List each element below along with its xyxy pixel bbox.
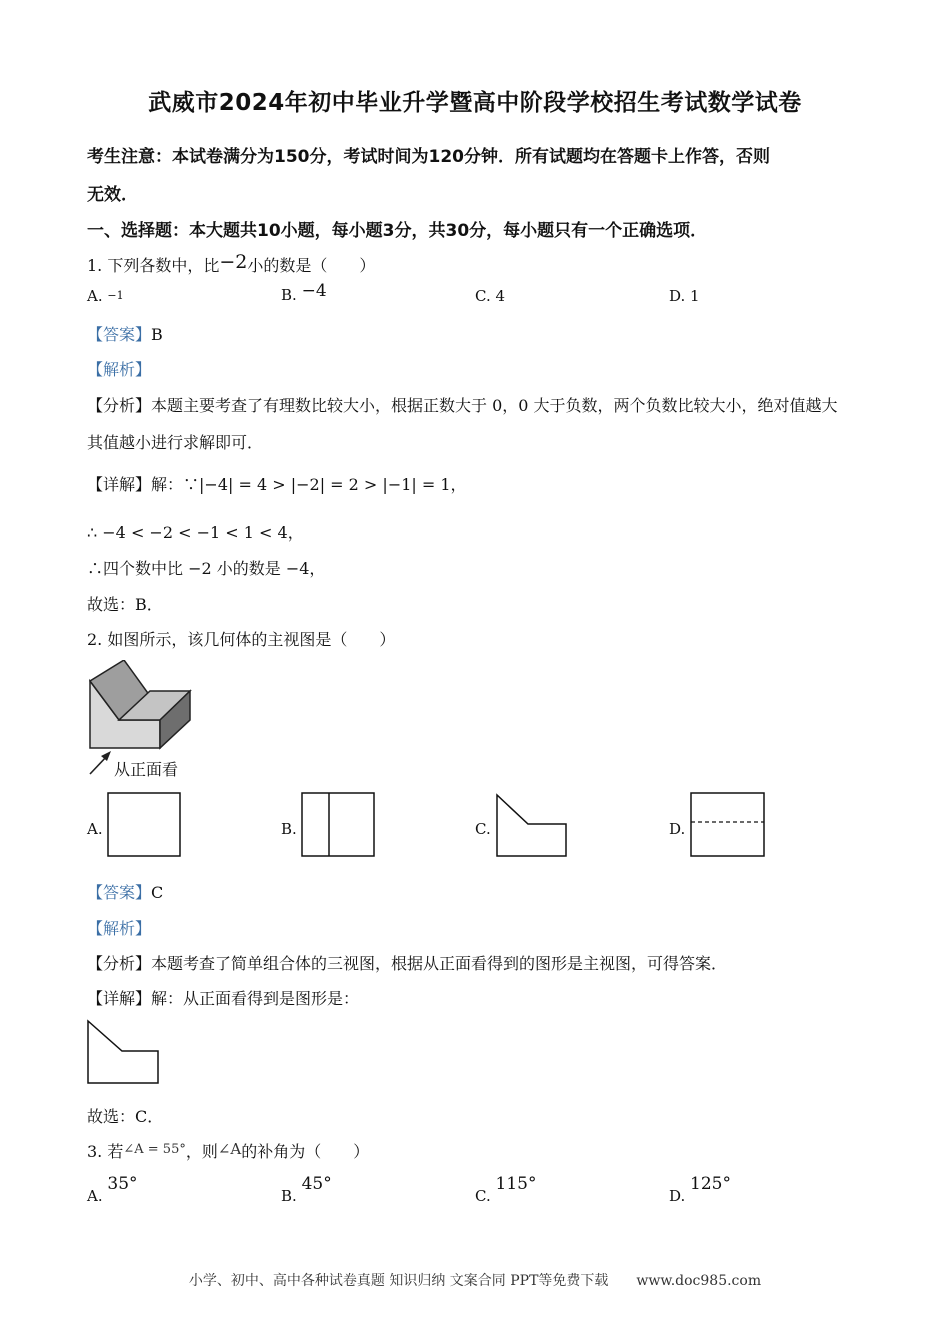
page-footer: 小学、初中、高中各种试卷真题 知识归纳 文案合同 PPT等免费下载 www.doc985.com <box>188 1273 762 1289</box>
q1-option-c[interactable]: C. 4 <box>475 287 506 305</box>
q3-option-c-label: C. <box>475 1187 491 1205</box>
q1-jiexi-tag: 【解析】 <box>87 360 152 379</box>
q3-stem-math: ∠A = 55° <box>123 1142 186 1157</box>
answer-tag: 【答案】 <box>87 325 152 344</box>
q2-answer-value: C <box>151 883 164 902</box>
q1-answer <box>87 322 163 345</box>
q1-fenxi-line-2: 其值越小进行求解即可． <box>87 433 264 452</box>
q2-fenxi-text: 本题考查了简单组合体的三视图，根据从正面看得到的图形是主视图，可得答案． <box>151 954 728 973</box>
q1-fenxi-text-1: 本题主要考查了有理数比较大小，根据正数大于 0，0 大于负数，两个负数比较大小，绝对值越大 <box>151 396 838 415</box>
q3-option-a[interactable] <box>87 1174 138 1206</box>
q3-stem-pre: 3. 若 <box>87 1142 124 1161</box>
q1-answer-value: B <box>151 325 163 344</box>
q2-solution-figure <box>86 1019 162 1087</box>
q2-xiangjie <box>87 986 359 1009</box>
answer-tag: 【答案】 <box>87 883 152 902</box>
q3-option-c-value: 115° <box>495 1174 537 1194</box>
q2-option-d-figure[interactable] <box>690 792 768 858</box>
notice-line-2: 无效． <box>87 185 138 205</box>
q2-option-c-figure[interactable] <box>495 793 571 859</box>
q2-option-b-figure[interactable] <box>301 792 377 858</box>
q2-xiangjie-text: 解：从正面看得到是图形是： <box>151 989 360 1008</box>
q1-stem-post: 小的数是（ ） <box>247 256 376 275</box>
page-title: 武威市2024年初中毕业升学暨高中阶段学校招生考试数学试卷 <box>148 90 802 116</box>
q1-option-a[interactable] <box>87 287 124 305</box>
q1-xiangjie-line-3: ∴四个数中比 −2 小的数是 −4， <box>87 559 326 578</box>
q1-xiangjie-line-2: ∴ −4 < −2 < −1 < 1 < 4， <box>87 523 304 542</box>
q3-stem-post: 的补角为（ ） <box>241 1142 370 1161</box>
q2-fenxi <box>87 951 727 974</box>
q3-option-d[interactable] <box>669 1174 731 1206</box>
q2-option-d-label[interactable]: D. <box>669 820 686 838</box>
q3-option-b-label: B. <box>281 1187 297 1205</box>
q2-stem: 2. 如图所示，该几何体的主视图是（ ） <box>87 630 396 649</box>
q2-choose: 故选：C． <box>87 1107 164 1126</box>
q1-stem-math: −2 <box>219 251 248 273</box>
view-label: 从正面看 <box>114 760 179 779</box>
q3-stem-mid: ，则 <box>185 1142 218 1161</box>
fenxi-tag: 【分析】 <box>87 396 152 415</box>
q3-option-d-label: D. <box>669 1187 686 1205</box>
q1-option-b[interactable] <box>281 281 327 305</box>
q3-option-a-value: 35° <box>107 1174 138 1194</box>
q1-option-b-label: B. <box>281 286 297 304</box>
q1-option-d[interactable]: D. 1 <box>669 287 700 305</box>
notice-line-1: 考生注意：本试卷满分为150分，考试时间为120分钟．所有试题均在答题卡上作答，否则 <box>87 147 770 167</box>
q2-option-b-label[interactable]: B. <box>281 820 297 838</box>
q2-answer <box>87 880 163 903</box>
q1-choose: 故选：B． <box>87 595 163 614</box>
q1-option-a-label: A. <box>87 287 103 305</box>
q1-stem <box>87 253 375 276</box>
xiangjie-tag: 【详解】 <box>87 475 152 494</box>
q1-xiangjie-text-1: 解：∵|−4| = 4 > |−2| = 2 > |−1| = 1， <box>151 475 467 494</box>
q1-xiangjie-line-1 <box>87 472 467 495</box>
q1-option-a-value: −1 <box>107 289 124 302</box>
q2-option-a-figure[interactable] <box>107 792 183 858</box>
xiangjie-tag: 【详解】 <box>87 989 152 1008</box>
q2-option-a-label[interactable]: A. <box>87 820 103 838</box>
q1-option-b-value: −4 <box>301 281 327 301</box>
fenxi-tag: 【分析】 <box>87 954 152 973</box>
q1-stem-pre: 1. 下列各数中，比 <box>87 256 220 275</box>
view-arrow-head <box>101 751 111 761</box>
q2-option-c-label[interactable]: C. <box>475 820 491 838</box>
q3-stem <box>87 1139 369 1162</box>
q1-fenxi-line-1 <box>87 393 838 416</box>
q2-jiexi-tag: 【解析】 <box>87 919 152 938</box>
q3-option-b[interactable] <box>281 1174 332 1206</box>
section-heading: 一、选择题：本大题共10小题，每小题3分，共30分，每小题只有一个正确选项． <box>87 221 708 241</box>
q3-option-d-value: 125° <box>690 1174 731 1194</box>
q3-option-c[interactable] <box>475 1174 537 1206</box>
q3-option-b-value: 45° <box>301 1174 332 1194</box>
q3-stem-math-2: ∠A <box>217 1140 242 1158</box>
q3-option-a-label: A. <box>87 1187 103 1205</box>
